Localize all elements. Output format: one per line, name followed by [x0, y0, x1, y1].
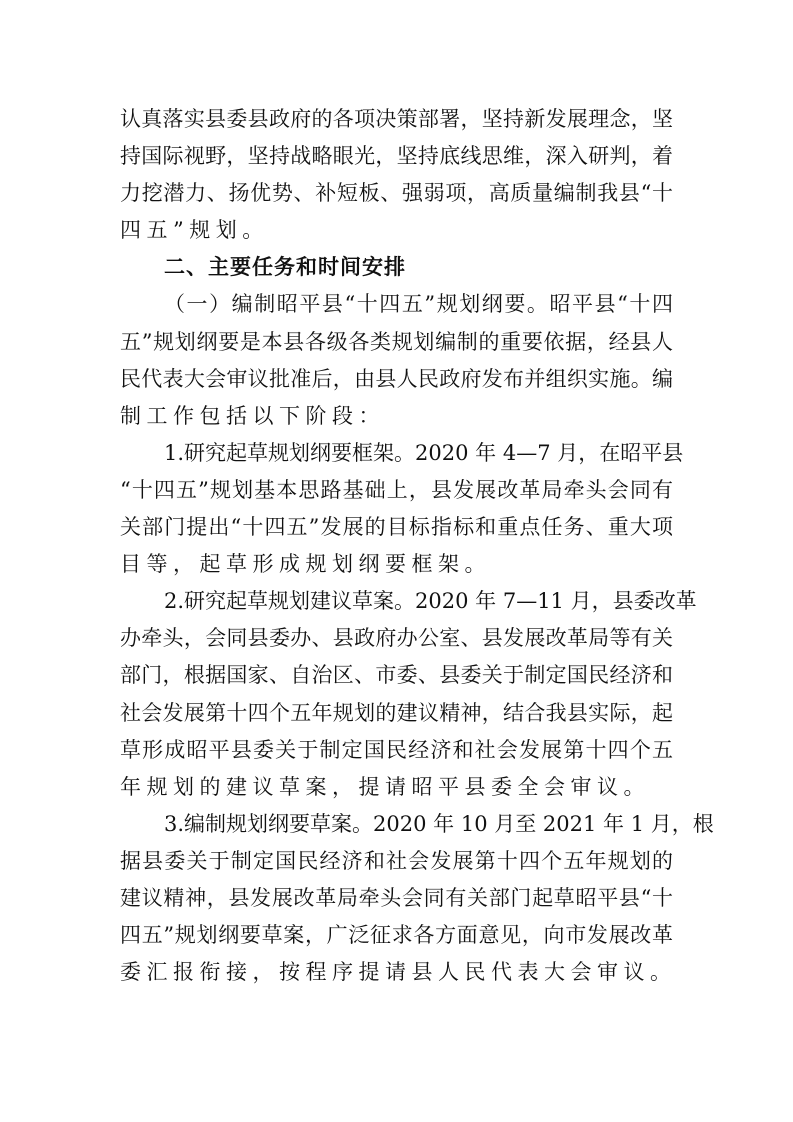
- document-page: [120, 101, 714, 991]
- text-line: 建议精神，县发展改革局牵头会同有关部门起草昭平县“十: [120, 885, 673, 910]
- paragraph: [120, 435, 684, 583]
- text-line: 制工作包括以下阶段：: [120, 403, 385, 428]
- text-line: 五”规划纲要是本县各级各类规划编制的重要依据，经县人: [120, 329, 673, 354]
- text-line: 1.研究起草规划纲要框架。2020 年 4—7 月，在昭平县: [164, 440, 684, 465]
- text-line: 社会发展第十四个五年规划的建议精神，结合我县实际，起: [120, 700, 673, 725]
- text-line: 二、主要任务和时间安排: [164, 255, 406, 280]
- text-line: 办牵头，会同县委办、县政府办公室、县发展改革局等有关: [120, 626, 673, 651]
- text-line: 据县委关于制定国民经济和社会发展第十四个五年规划的: [120, 848, 673, 873]
- text-line: （一）编制昭平县“十四五”规划纲要。昭平县“十四: [164, 292, 673, 317]
- paragraph: [120, 806, 714, 991]
- text-line: 认真落实县委县政府的各项决策部署，坚持新发展理念，坚: [120, 107, 673, 131]
- text-line: 四五”规划纲要草案，广泛征求各方面意见，向市发展改革: [120, 923, 673, 948]
- text-line: 草形成昭平县委关于制定国民经济和社会发展第十四个五: [120, 737, 673, 762]
- text-line: 四五”规划。: [120, 218, 269, 243]
- text-line: 委汇报衔接，按程序提请县人民代表大会审议。: [120, 960, 677, 985]
- text-line: 3.编制规划纲要草案。2020 年 10 月至 2021 年 1 月，根: [164, 811, 714, 836]
- text-line: 力挖潜力、扬优势、补短板、强弱项，高质量编制我县“十: [120, 181, 673, 206]
- paragraph: [120, 583, 697, 806]
- paragraph: [120, 101, 673, 249]
- text-line: 目等，起草形成规划纲要框架。: [120, 552, 491, 577]
- paragraph: [120, 286, 673, 434]
- text-line: “十四五”规划基本思路基础上，县发展改革局牵头会同有: [120, 477, 673, 502]
- text-line: 关部门提出“十四五”发展的目标指标和重点任务、重大项: [120, 515, 673, 540]
- text-line: 部门，根据国家、自治区、市委、县委关于制定国民经济和: [120, 663, 673, 688]
- text-line: 民代表大会审议批准后，由县人民政府发布并组织实施。编: [120, 366, 673, 391]
- section-heading: [120, 249, 673, 286]
- text-line: 2.研究起草规划建议草案。2020 年 7—11 月，县委改革: [164, 589, 697, 614]
- text-line: 持国际视野，坚持战略眼光，坚持底线思维，深入研判，着: [120, 144, 673, 169]
- text-line: 年规划的建议草案，提请昭平县委全会审议。: [120, 774, 650, 799]
